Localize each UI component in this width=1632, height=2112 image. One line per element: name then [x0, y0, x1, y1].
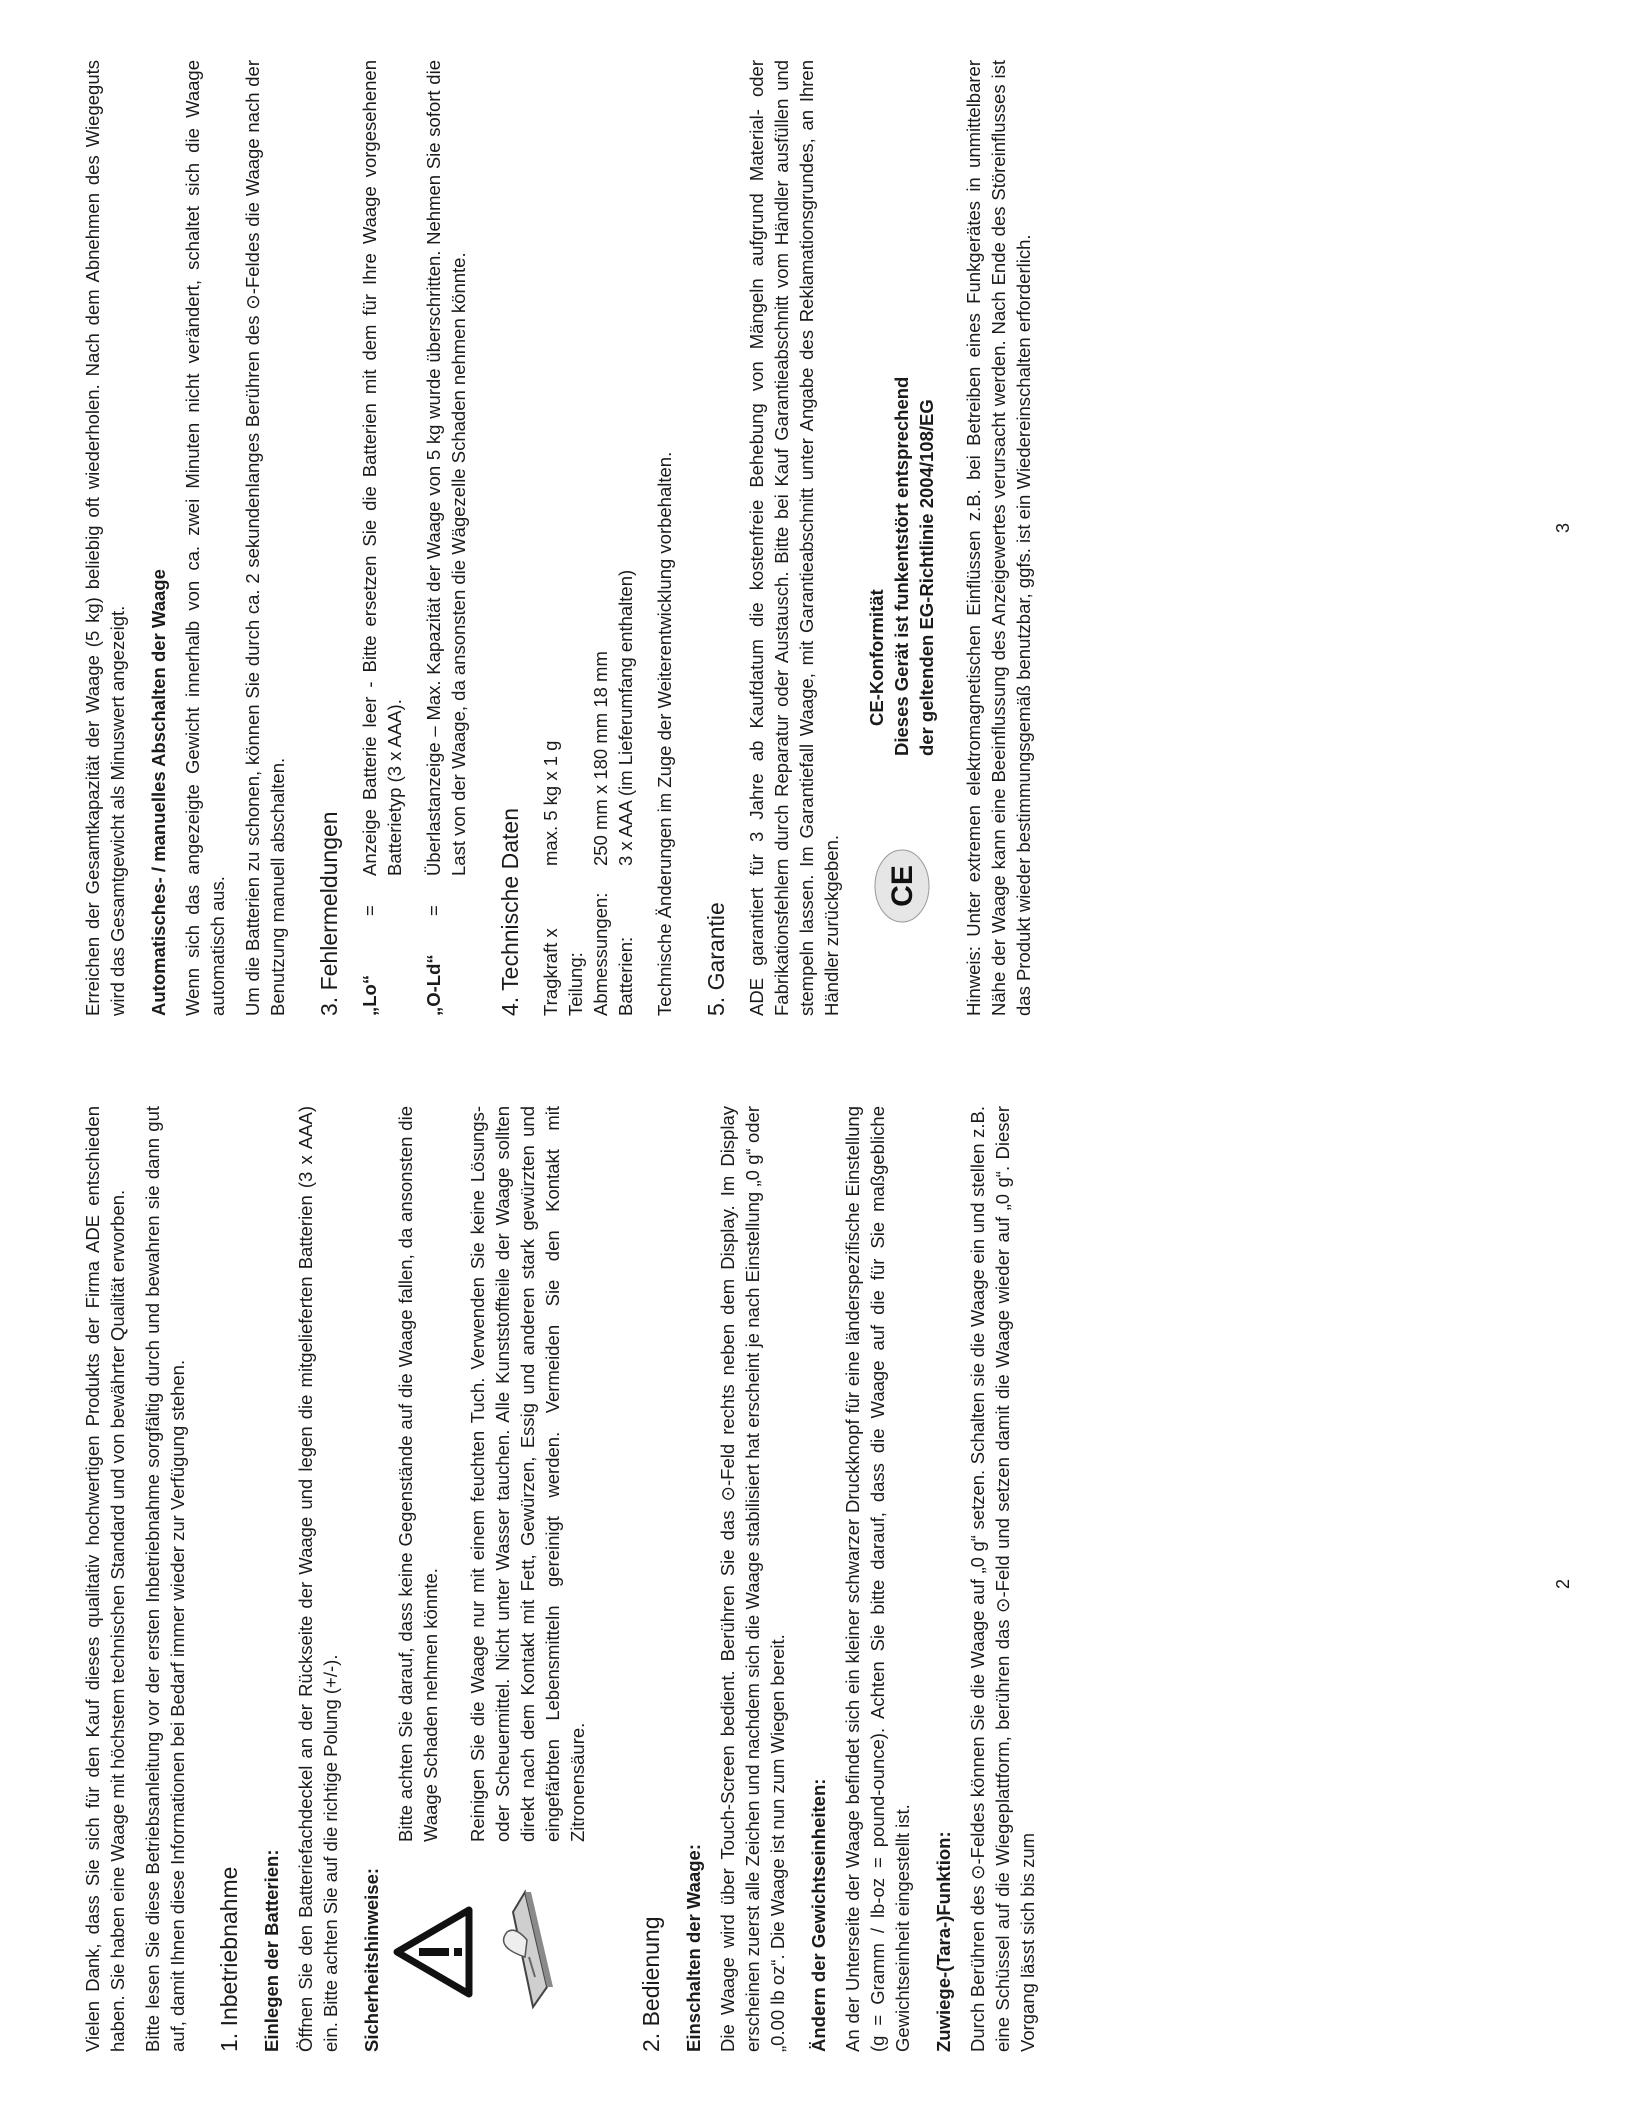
spec-row-dimensions — [588, 60, 613, 1016]
ce-line-1: Dieses Gerät ist funkentstört entsprechend — [891, 376, 912, 756]
warranty-text: ADE garantiert für 3 Jahre ab Kaufdatum die kostenfreie Behebung von Mängeln aufgrund Material- oder Fabrikationsfehlern durch Reparatur oder Austausch. Bitte bei Kauf Garantieabschnitt vom Händler ausfüllen und stempeln lassen. Im Garantiefall Waage, mit Garantieabschnitt unter Angabe des Reklamationsgrundes, an Ihren Händler zurückgeben. — [746, 60, 842, 1016]
units-heading: Ändern der Gewichtseinheiten: — [808, 1778, 829, 2052]
safety-heading: Sicherheitshinweise: — [361, 1867, 382, 2052]
note-text: Hinweis: Unter extremen elektromagnetischen Einflüssen z.B. bei Betreiben eines Funkgerätes in unmittelbarer Nähe der Waage kann eine Beeinflussung des Anzeigewertes verursacht werden. Nach Ende des Störeinflusses ist das Produkt wieder bestimmungsgemäß benutzbar, ggfs. ist ein Wiedereinschalten erforderlich. — [963, 60, 1034, 1016]
ce-mark-icon — [873, 848, 931, 924]
tare-text: Durch Berühren des ⊙-Feldes können Sie die Waage auf „0 g“ setzen. Schalten sie die Waage ein und stellen z.B. eine Schüssel auf die Wiegeplattform, berühren das ⊙-Feld und setzen damit die Waage wieder auf „0 g“. Dieser Vorgang lässt sich bis zum — [967, 1106, 1038, 2052]
units-text: An der Unterseite der Waage befindet sich ein kleiner schwarzer Druckknopf für eine länderspezifische Einstellung (g = Gramm / lb-oz = pound-ounce). Achten Sie bitte darauf, dass die Waage auf die für Sie maßgebliche Gewichtseinheit eingestellt ist. — [842, 1106, 913, 2052]
batteries-heading: Einlegen der Batterien: — [261, 1849, 282, 2052]
section-5-title: 5. Garantie — [703, 902, 729, 1016]
spec-value: max. 5 kg x 1 g — [540, 740, 561, 866]
ce-mark-text: CE — [885, 865, 919, 907]
error-equals: = — [359, 905, 380, 916]
tare-heading: Zuwiege-(Tara-)Funktion: — [933, 1831, 954, 2052]
error-description: Anzeige Batterie leer - Bitte ersetzen Sie die Batterien mit dem für Ihre Waage vorgesehenen Batterietyp (3 x AAA). — [359, 60, 405, 876]
page-2 — [0, 1056, 1632, 2112]
intro-paragraph-1: Vielen Dank, dass Sie sich für den Kauf dieses qualitativ hochwertigen Produkts der Firma ADE entschieden haben. Sie haben eine Waage mit höchstem technischen Standard und von bewährter Qualität erworben. — [82, 1106, 128, 2052]
error-description: Überlastanzeige – Max. Kapazität der Waage von 5 kg wurde überschritten. Nehmen Sie sofort die Last von der Waage, da ansonsten die Wägezelle Schaden nehmen könnte. — [423, 60, 469, 876]
error-row-old — [421, 60, 471, 1016]
spec-label: Abmessungen: — [590, 892, 611, 1016]
warning-triangle-icon — [393, 1906, 473, 1998]
safety-text-1: Bitte achten Sie darauf, dass keine Gegenstände auf die Waage fallen, da ansonsten die Waage Schaden nehmen könnte. — [395, 1106, 441, 1842]
page-number-2: 2 — [1553, 1579, 1573, 1590]
safety-text-2: Reinigen Sie die Waage nur mit einem feuchten Tuch. Verwenden Sie keine Lösungs- oder Scheuermittel. Nicht unter Wasser tauchen. Alle Kunststoffteile der Waage sollten direkt nach dem Kontakt mit Fett, Gewürzen, Essig und anderen stark gewürzten und eingefärbten Lebensmitteln gereinigt werden. Vermeiden Sie den Kontakt mit Zitronensäure. — [467, 1106, 588, 1842]
spec-label: Tragkraft x Teilung: — [540, 928, 586, 1016]
switch-on-heading: Einschalten der Waage: — [683, 1843, 704, 2052]
page-number-3: 3 — [1553, 523, 1573, 534]
spec-row-batteries — [613, 60, 638, 1016]
tare-continued-text: Erreichen der Gesamtkapazität der Waage (5 kg) beliebig oft wiederholen. Nach dem Abnehmen des Wiegeguts wird das Gesamtgewicht als Minuswert angezeigt. — [82, 60, 128, 1016]
batteries-text: Öffnen Sie den Batteriefachdeckel an der Rückseite der Waage und legen die mitgelieferten Batterien (3 x AAA) ein. Bitte achten Sie auf die richtige Polung (+/-). — [295, 1106, 341, 2052]
error-code: „O-Ld“ — [423, 954, 444, 1016]
section-4-title: 4. Technische Daten — [497, 808, 523, 1016]
spec-label: Batterien: — [615, 936, 636, 1016]
spec-value: 250 mm x 180 mm 18 mm — [590, 651, 611, 866]
section-3-title: 3. Fehlermeldungen — [316, 811, 342, 1016]
intro-paragraph-2: Bitte lesen Sie diese Betriebsanleitung vor der ersten Inbetriebnahme sorgfältig durch und bewahren sie dann gut auf, damit Ihnen diese Informationen bei Bedarf immer wieder zur Verfügung stehen. — [142, 1106, 188, 2052]
scale-illustration — [483, 1887, 553, 2017]
auto-off-text-1: Wenn sich das angezeigte Gewicht innerhalb von ca. zwei Minuten nicht verändert, schaltet sich die Waage automatisch aus. — [182, 60, 228, 1016]
auto-off-text-2: Um die Batterien zu schonen, können Sie durch ca. 2 sekundenlanges Berühren des ⊙-Feldes die Waage nach der Benutzung manuell abschalten. — [242, 60, 288, 1016]
spec-row-capacity — [538, 60, 588, 1016]
specs-note: Technische Änderungen im Zuge der Weiterentwicklung vorbehalten. — [654, 451, 675, 1016]
error-code: „Lo“ — [359, 974, 380, 1016]
ce-title: CE-Konformität — [866, 589, 887, 726]
spec-value: 3 x AAA (im Lieferumfang enthalten) — [615, 569, 636, 866]
ce-conformity-block — [864, 60, 939, 1016]
ce-line-2: der geltenden EG-Richtlinie 2004/108/EG — [916, 399, 937, 756]
error-row-lo — [357, 60, 407, 1016]
section-1-title: 1. Inbetriebnahme — [216, 1866, 242, 2052]
error-equals: = — [423, 905, 444, 916]
auto-off-heading: Automatisches- / manuelles Abschalten der Waage — [148, 569, 169, 1016]
switch-on-text: Die Waage wird über Touch-Screen bedient. Berühren Sie das ⊙-Feld rechts neben dem Display. Im Display erscheinen zuerst alle Zeichen und nachdem sich die Waage stabilisiert hat erscheint je nach Einstellung „0 g“ oder „0.00 lb oz“. Die Waage ist nun zum Wiegen bereit. — [717, 1106, 788, 2052]
safety-block — [393, 1106, 612, 2032]
section-2-title: 2. Bedienung — [638, 1916, 664, 2052]
